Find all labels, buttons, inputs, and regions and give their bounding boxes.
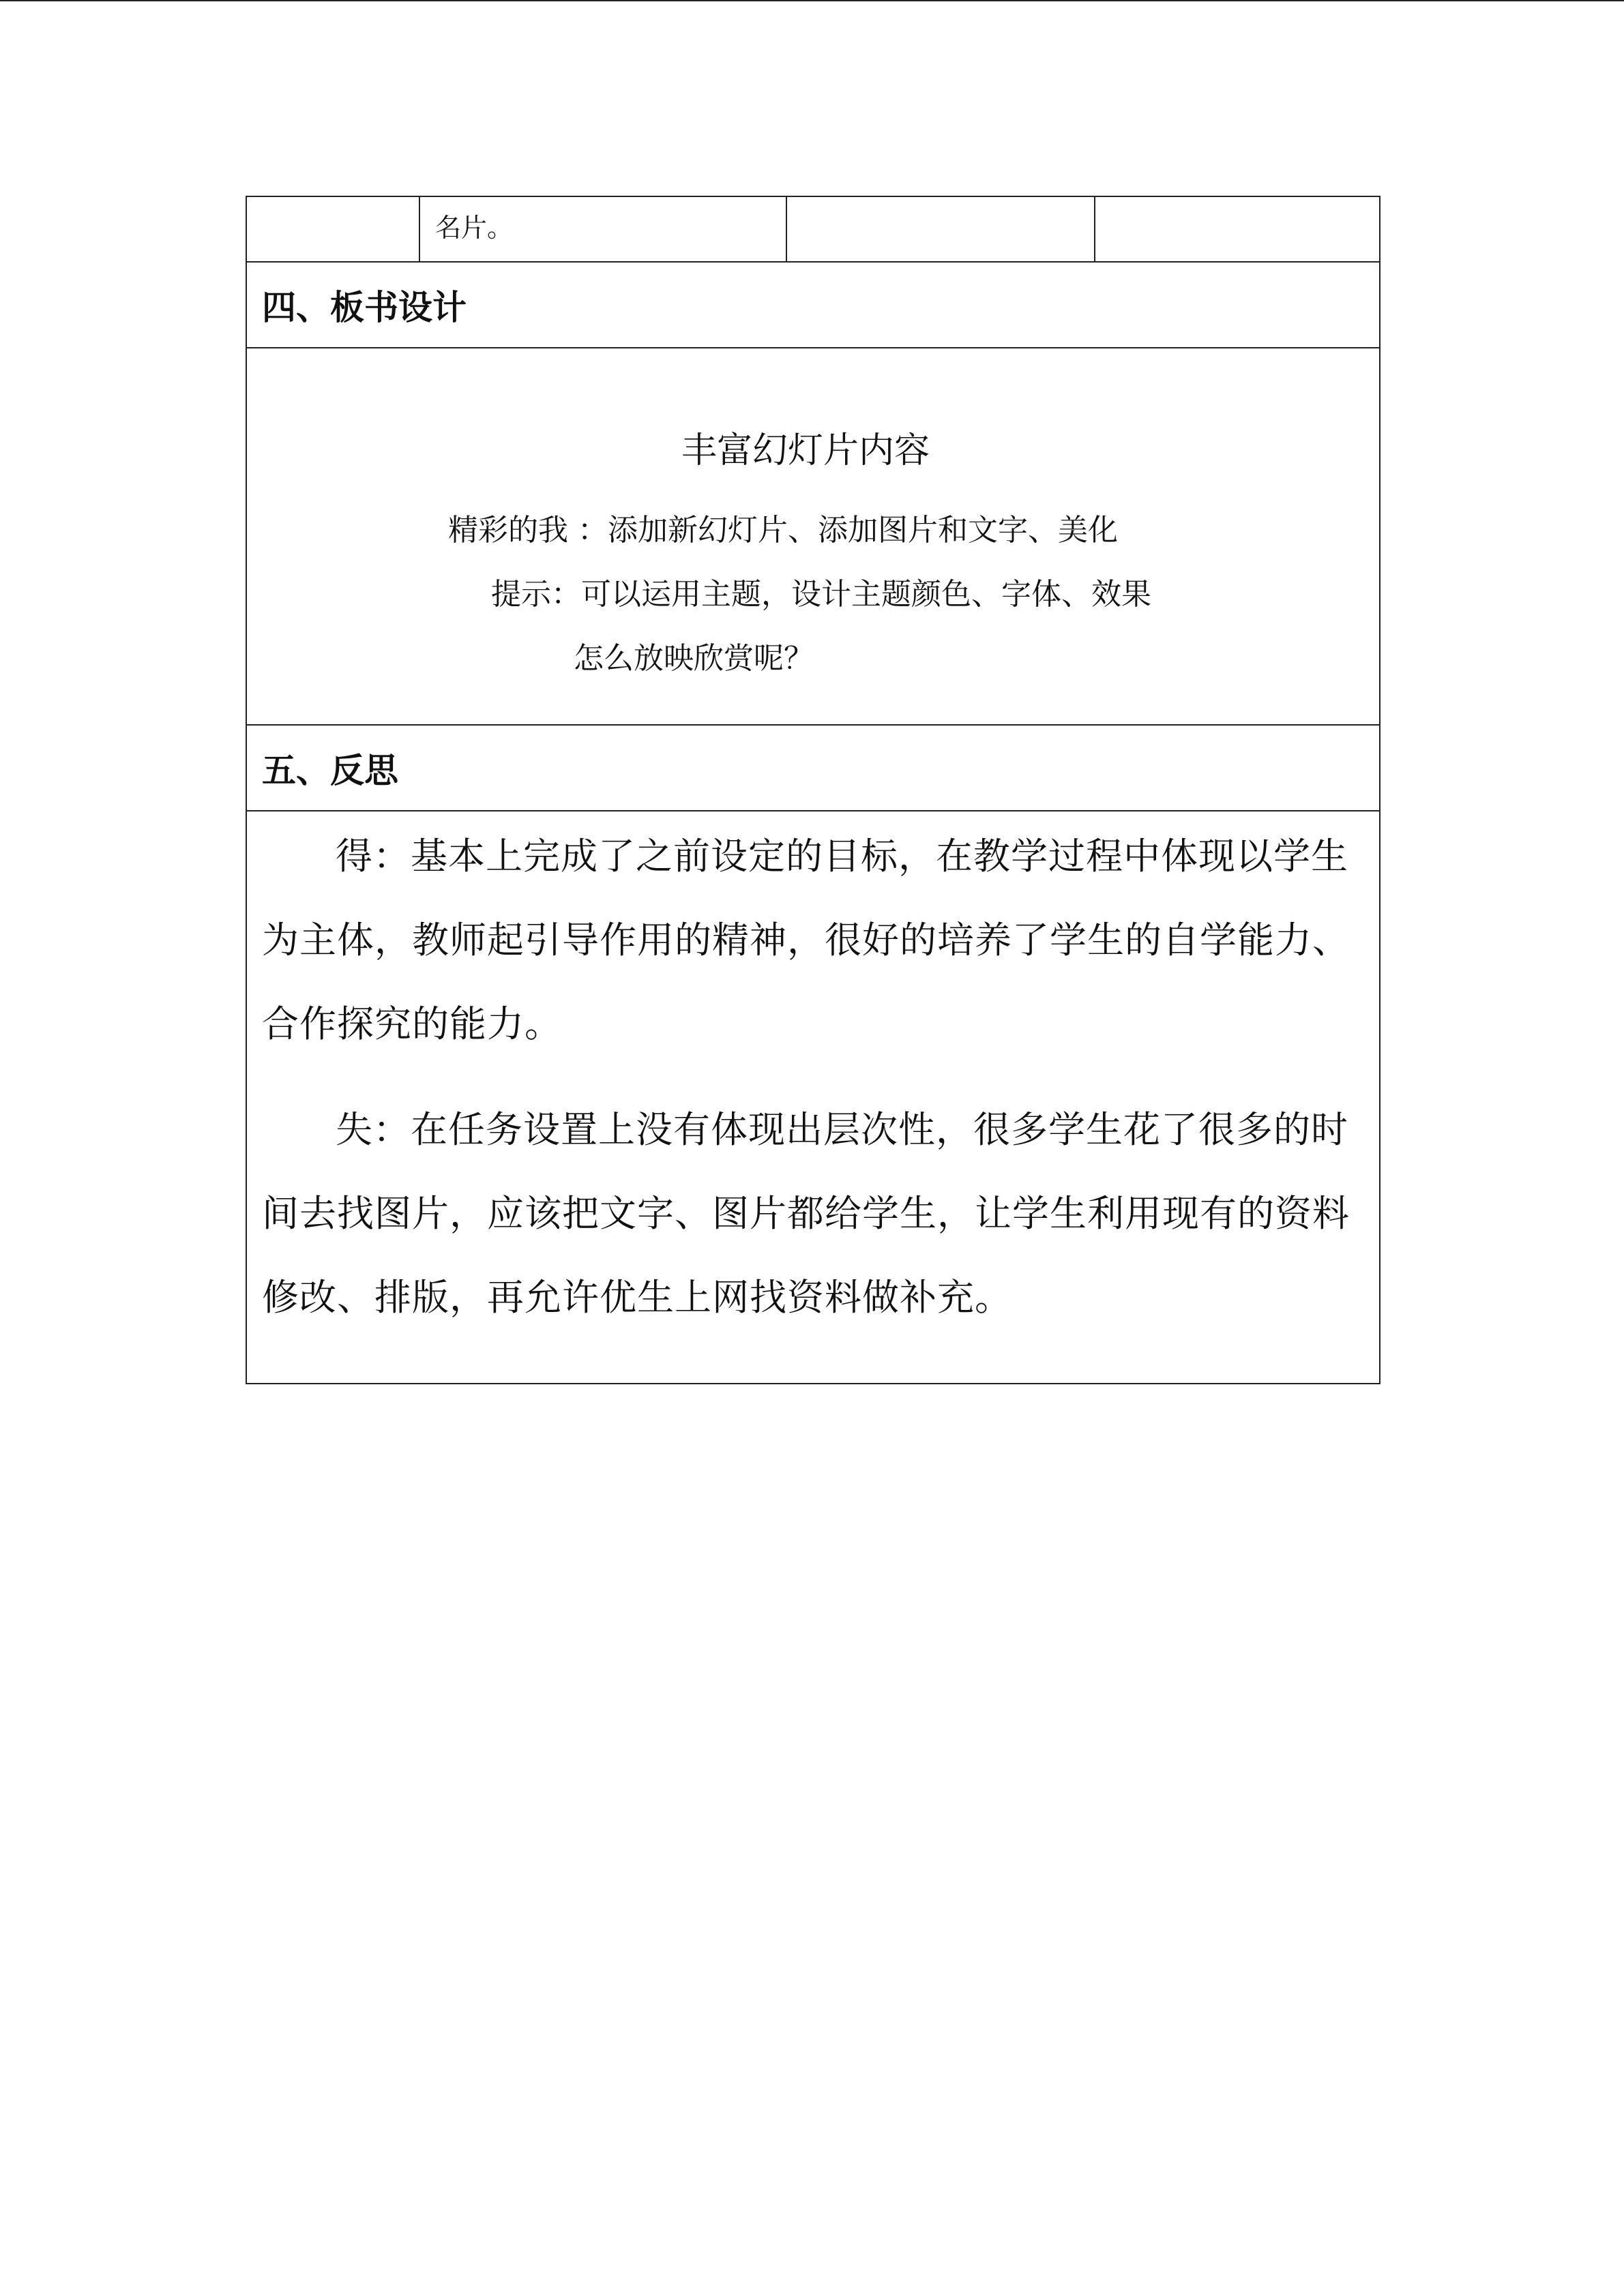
board-design-content [247, 348, 1379, 724]
board-heading: 丰富幻灯片内容 [681, 430, 930, 471]
reflection-row [246, 811, 1380, 1384]
board-line-2: 提示：可以运用主题，设计主题颜色、字体、效果 [491, 577, 1151, 612]
continuation-row [246, 196, 1380, 262]
reflection-loss-paragraph: 失：在任务设置上没有体现出层次性，很多学生花了很多的时间去找图片，应该把文字、图片都给学生，让学生利用现有的资料修改、排版，再允许优生上网找资料做补充。 [262, 1108, 1350, 1319]
lesson-plan-table [246, 196, 1381, 1384]
board-line-3: 怎么放映欣赏呢？ [574, 641, 814, 676]
reflection-gain-paragraph: 得：基本上完成了之前设定的目标，在教学过程中体现以学生为主体，教师起引导作用的精神，很好的培养了学生的自学能力、合作探究的能力。 [262, 835, 1350, 1045]
section-four-header-row [246, 262, 1380, 348]
empty-cell [246, 196, 419, 262]
section-five-title: 五、反思 [262, 751, 398, 790]
empty-cell [1095, 196, 1380, 262]
reflection-content [247, 814, 1379, 1339]
section-five-header-row [246, 725, 1380, 811]
section-four-title: 四、板书设计 [262, 288, 467, 327]
empty-cell [786, 196, 1095, 262]
continuation-cell [419, 196, 786, 262]
board-design-row [246, 348, 1380, 725]
continuation-text: 名片。 [435, 213, 514, 243]
board-line-1: 精彩的我 ：添加新幻灯片、添加图片和文字、美化 [448, 513, 1118, 548]
page-top-border [0, 0, 1624, 1]
